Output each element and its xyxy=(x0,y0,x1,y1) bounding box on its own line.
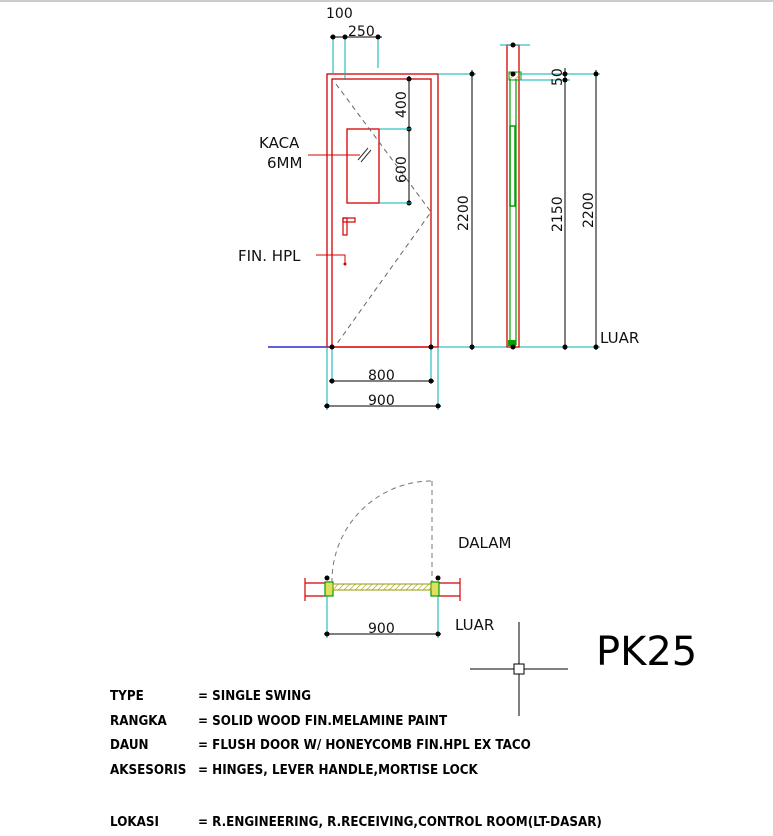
finish-leader xyxy=(316,255,345,264)
dim-height-left: 2200 xyxy=(456,195,472,231)
door-plan xyxy=(305,481,511,638)
dim-frame-width: 900 xyxy=(368,393,395,409)
door-frame-outer xyxy=(327,74,438,347)
door-leaf xyxy=(332,79,431,347)
dim-glass-height: 600 xyxy=(394,156,410,183)
lever-handle-arm xyxy=(343,218,355,222)
spec-key-lokasi: LOKASI xyxy=(110,815,159,830)
door-elevation xyxy=(238,6,600,410)
dim-section-top: 50 xyxy=(550,68,566,86)
spec-value-aksesoris: = HINGES, LEVER HANDLE,MORTISE LOCK xyxy=(198,763,478,778)
label-glass-line1: KACA xyxy=(259,134,300,152)
spec-key-rangka: RANGKA xyxy=(110,714,167,729)
dim-section-leaf-height: 2150 xyxy=(550,196,566,232)
plan-frame-right xyxy=(431,582,439,596)
glass-panel xyxy=(347,129,379,203)
type-code: PK25 xyxy=(596,629,698,675)
swing-arc xyxy=(332,481,432,583)
glass-mark-1 xyxy=(358,148,368,160)
plan-frame-left xyxy=(325,582,333,596)
dim-top-leaf: 250 xyxy=(348,24,375,40)
label-plan-outside: LUAR xyxy=(455,616,495,634)
lever-handle-icon xyxy=(343,218,347,235)
spec-key-aksesoris: AKSESORIS xyxy=(110,763,187,778)
section-frame xyxy=(507,45,519,347)
spec-value-daun: = FLUSH DOOR W/ HONEYCOMB FIN.HPL EX TACO xyxy=(198,738,531,753)
dim-top-frame: 100 xyxy=(326,6,353,22)
spec-key-daun: DAUN xyxy=(110,738,149,753)
door-section xyxy=(500,43,639,351)
label-finish: FIN. HPL xyxy=(238,247,301,265)
glass-mark-2 xyxy=(361,150,371,162)
section-glass xyxy=(510,126,515,206)
label-glass-line2: 6MM xyxy=(267,154,303,172)
swing-indicator xyxy=(336,84,431,345)
spec-value-lokasi: = R.ENGINEERING, R.RECEIVING,CONTROL ROOM(LT-DASAR) xyxy=(198,815,602,830)
spec-value-type: = SINGLE SWING xyxy=(198,689,312,704)
dim-plan-width: 900 xyxy=(368,621,395,637)
dim-section-total-height: 2200 xyxy=(581,192,597,228)
spec-value-rangka: = SOLID WOOD FIN.MELAMINE PAINT xyxy=(198,714,448,729)
dim-glass-offset: 400 xyxy=(394,91,410,118)
label-plan-inside: DALAM xyxy=(458,534,512,552)
plan-door-leaf xyxy=(333,584,431,590)
spec-key-type: TYPE xyxy=(110,689,144,704)
dim-leaf-width: 800 xyxy=(368,368,395,384)
label-section-outside: LUAR xyxy=(600,329,640,347)
crosshair-icon xyxy=(470,622,568,716)
